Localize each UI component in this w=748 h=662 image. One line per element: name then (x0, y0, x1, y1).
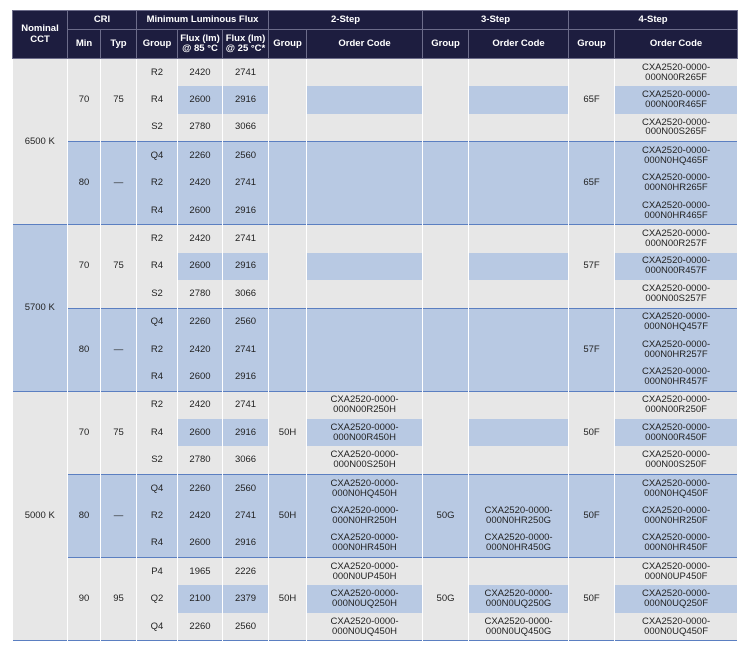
step2-group-cell (269, 308, 307, 391)
step3-order-code-cell: CXA2520-0000- 000N0HR450G (469, 530, 569, 558)
flux-group-cell: R4 (137, 530, 178, 558)
header-flux-25c: Flux (lm) @ 25 °C* (223, 30, 269, 59)
step4-order-code-cell: CXA2520-0000- 000N00R457F (615, 253, 738, 280)
header-flux-group: Group (137, 30, 178, 59)
step3-order-code-cell (469, 170, 569, 197)
header-2-step: 2-Step (269, 11, 423, 30)
flux-85c-cell: 2600 (178, 530, 223, 558)
flux-group-cell: R2 (137, 170, 178, 197)
table-row (13, 308, 738, 336)
cri-min-cell: 90 (68, 558, 101, 641)
header-4-step-order-code: Order Code (615, 30, 738, 59)
flux-85c-cell: 2600 (178, 253, 223, 280)
flux-25c-cell: 2916 (223, 197, 269, 225)
cri-typ-cell: 95 (101, 558, 137, 641)
step3-order-code-cell (469, 446, 569, 474)
step3-group-cell: 50G (423, 474, 469, 557)
table-row (13, 59, 738, 87)
step4-order-code-cell: CXA2520-0000- 000N0HR265F (615, 170, 738, 197)
step4-group-cell: 65F (569, 59, 615, 142)
step2-order-code-cell (307, 336, 423, 363)
step4-order-code-cell: CXA2520-0000- 000N0HR457F (615, 363, 738, 391)
step3-group-cell (423, 225, 469, 308)
step3-order-code-cell (469, 114, 569, 142)
cri-typ-cell: 75 (101, 59, 137, 142)
step4-order-code-cell: CXA2520-0000- 000N0UQ250F (615, 585, 738, 612)
step4-order-code-cell: CXA2520-0000- 000N00S257F (615, 280, 738, 308)
flux-25c-cell: 2379 (223, 585, 269, 612)
step4-order-code-cell: CXA2520-0000- 000N00S265F (615, 114, 738, 142)
step3-order-code-cell (469, 363, 569, 391)
step2-group-cell: 50H (269, 391, 307, 474)
step2-order-code-cell: CXA2520-0000- 000N0HR450H (307, 530, 423, 558)
flux-25c-cell: 2560 (223, 142, 269, 170)
step2-order-code-cell (307, 253, 423, 280)
step3-order-code-cell (469, 419, 569, 446)
step4-order-code-cell: CXA2520-0000- 000N00R465F (615, 86, 738, 113)
step4-group-cell: 57F (569, 225, 615, 308)
nominal-cct-cell: 6500 K (13, 59, 68, 225)
flux-25c-cell: 2916 (223, 86, 269, 113)
table-row (13, 225, 738, 253)
header-3-step-order-code: Order Code (469, 30, 569, 59)
step3-group-cell: 50G (423, 558, 469, 641)
flux-25c-cell: 2741 (223, 59, 269, 87)
cri-typ-cell: — (101, 308, 137, 391)
step4-order-code-cell: CXA2520-0000- 000N0HR250F (615, 502, 738, 529)
flux-group-cell: R2 (137, 336, 178, 363)
step3-order-code-cell (469, 280, 569, 308)
header-3-step-group: Group (423, 30, 469, 59)
header-2-step-group: Group (269, 30, 307, 59)
step3-order-code-cell (469, 253, 569, 280)
flux-table-container (12, 10, 738, 641)
flux-25c-cell: 2741 (223, 336, 269, 363)
flux-85c-cell: 2420 (178, 391, 223, 419)
header-2-step-order-code: Order Code (307, 30, 423, 59)
step3-order-code-cell (469, 197, 569, 225)
flux-85c-cell: 2600 (178, 86, 223, 113)
step4-order-code-cell: CXA2520-0000- 000N0UP450F (615, 558, 738, 586)
step4-order-code-cell: CXA2520-0000- 000N00R450F (615, 419, 738, 446)
flux-85c-cell: 2420 (178, 502, 223, 529)
step2-order-code-cell (307, 170, 423, 197)
flux-85c-cell: 2780 (178, 114, 223, 142)
header-3-step: 3-Step (423, 11, 569, 30)
table-row (13, 558, 738, 586)
step3-order-code-cell: CXA2520-0000- 000N0UQ450G (469, 613, 569, 641)
flux-group-cell: P4 (137, 558, 178, 586)
flux-25c-cell: 2560 (223, 613, 269, 641)
flux-25c-cell: 2916 (223, 419, 269, 446)
flux-85c-cell: 2600 (178, 419, 223, 446)
step2-order-code-cell (307, 59, 423, 87)
header-flux-85c: Flux (lm) @ 85 °C (178, 30, 223, 59)
step2-order-code-cell (307, 225, 423, 253)
step3-order-code-cell (469, 391, 569, 419)
step2-order-code-cell: CXA2520-0000- 000N00R450H (307, 419, 423, 446)
step3-order-code-cell: CXA2520-0000- 000N0HR250G (469, 502, 569, 529)
flux-25c-cell: 2741 (223, 170, 269, 197)
cri-min-cell: 80 (68, 308, 101, 391)
step2-order-code-cell (307, 308, 423, 336)
step2-order-code-cell: CXA2520-0000- 000N0UP450H (307, 558, 423, 586)
step2-order-code-cell (307, 142, 423, 170)
step3-group-cell (423, 59, 469, 142)
step3-order-code-cell (469, 308, 569, 336)
flux-85c-cell: 2420 (178, 59, 223, 87)
step2-order-code-cell: CXA2520-0000- 000N00R250H (307, 391, 423, 419)
header-min-flux: Minimum Luminous Flux (137, 11, 269, 30)
step2-order-code-cell: CXA2520-0000- 000N0UQ450H (307, 613, 423, 641)
step3-order-code-cell: CXA2520-0000- 000N0UQ250G (469, 585, 569, 612)
flux-group-cell: R2 (137, 391, 178, 419)
flux-85c-cell: 2100 (178, 585, 223, 612)
step4-order-code-cell: CXA2520-0000- 000N00S250F (615, 446, 738, 474)
flux-group-cell: Q4 (137, 142, 178, 170)
step4-group-cell: 50F (569, 391, 615, 474)
flux-25c-cell: 2741 (223, 225, 269, 253)
step2-group-cell (269, 59, 307, 142)
header-cri: CRI (68, 11, 137, 30)
cri-typ-cell: — (101, 142, 137, 225)
step3-order-code-cell (469, 86, 569, 113)
flux-group-cell: R4 (137, 253, 178, 280)
flux-group-cell: R4 (137, 419, 178, 446)
step3-group-cell (423, 391, 469, 474)
nominal-cct-cell: 5000 K (13, 391, 68, 641)
flux-group-cell: S2 (137, 446, 178, 474)
table-body (13, 59, 738, 641)
step4-group-cell: 57F (569, 308, 615, 391)
header-cri-typ: Typ (101, 30, 137, 59)
step2-group-cell: 50H (269, 474, 307, 557)
led-order-code-table (12, 10, 738, 641)
step2-order-code-cell: CXA2520-0000- 000N00S250H (307, 446, 423, 474)
step2-group-cell (269, 225, 307, 308)
step4-order-code-cell: CXA2520-0000- 000N00R250F (615, 391, 738, 419)
step4-order-code-cell: CXA2520-0000- 000N0HR465F (615, 197, 738, 225)
flux-group-cell: S2 (137, 280, 178, 308)
step3-order-code-cell (469, 474, 569, 502)
flux-group-cell: R4 (137, 197, 178, 225)
cri-min-cell: 80 (68, 142, 101, 225)
step3-order-code-cell (469, 336, 569, 363)
step3-order-code-cell (469, 59, 569, 87)
step2-order-code-cell (307, 363, 423, 391)
flux-25c-cell: 2226 (223, 558, 269, 586)
nominal-cct-cell: 5700 K (13, 225, 68, 391)
step2-order-code-cell (307, 114, 423, 142)
step2-order-code-cell: CXA2520-0000- 000N0UQ250H (307, 585, 423, 612)
flux-85c-cell: 2260 (178, 142, 223, 170)
flux-85c-cell: 2260 (178, 613, 223, 641)
cri-min-cell: 70 (68, 391, 101, 474)
flux-group-cell: R4 (137, 363, 178, 391)
cri-typ-cell: 75 (101, 391, 137, 474)
step4-group-cell: 50F (569, 474, 615, 557)
flux-25c-cell: 2741 (223, 502, 269, 529)
flux-25c-cell: 2560 (223, 308, 269, 336)
cri-typ-cell: 75 (101, 225, 137, 308)
cri-min-cell: 70 (68, 225, 101, 308)
step2-order-code-cell: CXA2520-0000- 000N0HQ450H (307, 474, 423, 502)
flux-85c-cell: 1965 (178, 558, 223, 586)
flux-85c-cell: 2780 (178, 446, 223, 474)
flux-group-cell: R2 (137, 59, 178, 87)
cri-typ-cell: — (101, 474, 137, 557)
step4-order-code-cell: CXA2520-0000- 000N0HQ450F (615, 474, 738, 502)
step4-order-code-cell: CXA2520-0000- 000N0HR257F (615, 336, 738, 363)
step4-group-cell: 50F (569, 558, 615, 641)
step3-order-code-cell (469, 558, 569, 586)
flux-group-cell: S2 (137, 114, 178, 142)
step3-group-cell (423, 142, 469, 225)
cri-min-cell: 80 (68, 474, 101, 557)
header-4-step-group: Group (569, 30, 615, 59)
table-row (13, 142, 738, 170)
header-nominal-cct: Nominal CCT (13, 11, 68, 59)
cri-min-cell: 70 (68, 59, 101, 142)
step2-group-cell: 50H (269, 558, 307, 641)
flux-85c-cell: 2600 (178, 363, 223, 391)
step4-order-code-cell: CXA2520-0000- 000N00R257F (615, 225, 738, 253)
step2-order-code-cell (307, 86, 423, 113)
flux-25c-cell: 3066 (223, 280, 269, 308)
flux-25c-cell: 2560 (223, 474, 269, 502)
flux-25c-cell: 3066 (223, 114, 269, 142)
flux-85c-cell: 2260 (178, 308, 223, 336)
flux-85c-cell: 2420 (178, 336, 223, 363)
step3-order-code-cell (469, 142, 569, 170)
step4-group-cell: 65F (569, 142, 615, 225)
step3-group-cell (423, 308, 469, 391)
flux-group-cell: Q2 (137, 585, 178, 612)
flux-85c-cell: 2420 (178, 225, 223, 253)
flux-25c-cell: 2916 (223, 530, 269, 558)
flux-group-cell: Q4 (137, 474, 178, 502)
step3-order-code-cell (469, 225, 569, 253)
flux-group-cell: Q4 (137, 308, 178, 336)
step2-order-code-cell: CXA2520-0000- 000N0HR250H (307, 502, 423, 529)
step2-group-cell (269, 142, 307, 225)
step2-order-code-cell (307, 197, 423, 225)
flux-25c-cell: 2741 (223, 391, 269, 419)
flux-group-cell: R4 (137, 86, 178, 113)
flux-25c-cell: 3066 (223, 446, 269, 474)
step4-order-code-cell: CXA2520-0000- 000N0HQ465F (615, 142, 738, 170)
header-cri-min: Min (68, 30, 101, 59)
flux-25c-cell: 2916 (223, 363, 269, 391)
step4-order-code-cell: CXA2520-0000- 000N0HQ457F (615, 308, 738, 336)
header-4-step: 4-Step (569, 11, 738, 30)
step4-order-code-cell: CXA2520-0000- 000N0HR450F (615, 530, 738, 558)
table-row (13, 391, 738, 419)
flux-group-cell: Q4 (137, 613, 178, 641)
flux-85c-cell: 2600 (178, 197, 223, 225)
flux-25c-cell: 2916 (223, 253, 269, 280)
flux-85c-cell: 2420 (178, 170, 223, 197)
flux-group-cell: R2 (137, 225, 178, 253)
step4-order-code-cell: CXA2520-0000- 000N0UQ450F (615, 613, 738, 641)
flux-85c-cell: 2780 (178, 280, 223, 308)
table-row (13, 474, 738, 502)
step4-order-code-cell: CXA2520-0000- 000N00R265F (615, 59, 738, 87)
step2-order-code-cell (307, 280, 423, 308)
flux-group-cell: R2 (137, 502, 178, 529)
flux-85c-cell: 2260 (178, 474, 223, 502)
